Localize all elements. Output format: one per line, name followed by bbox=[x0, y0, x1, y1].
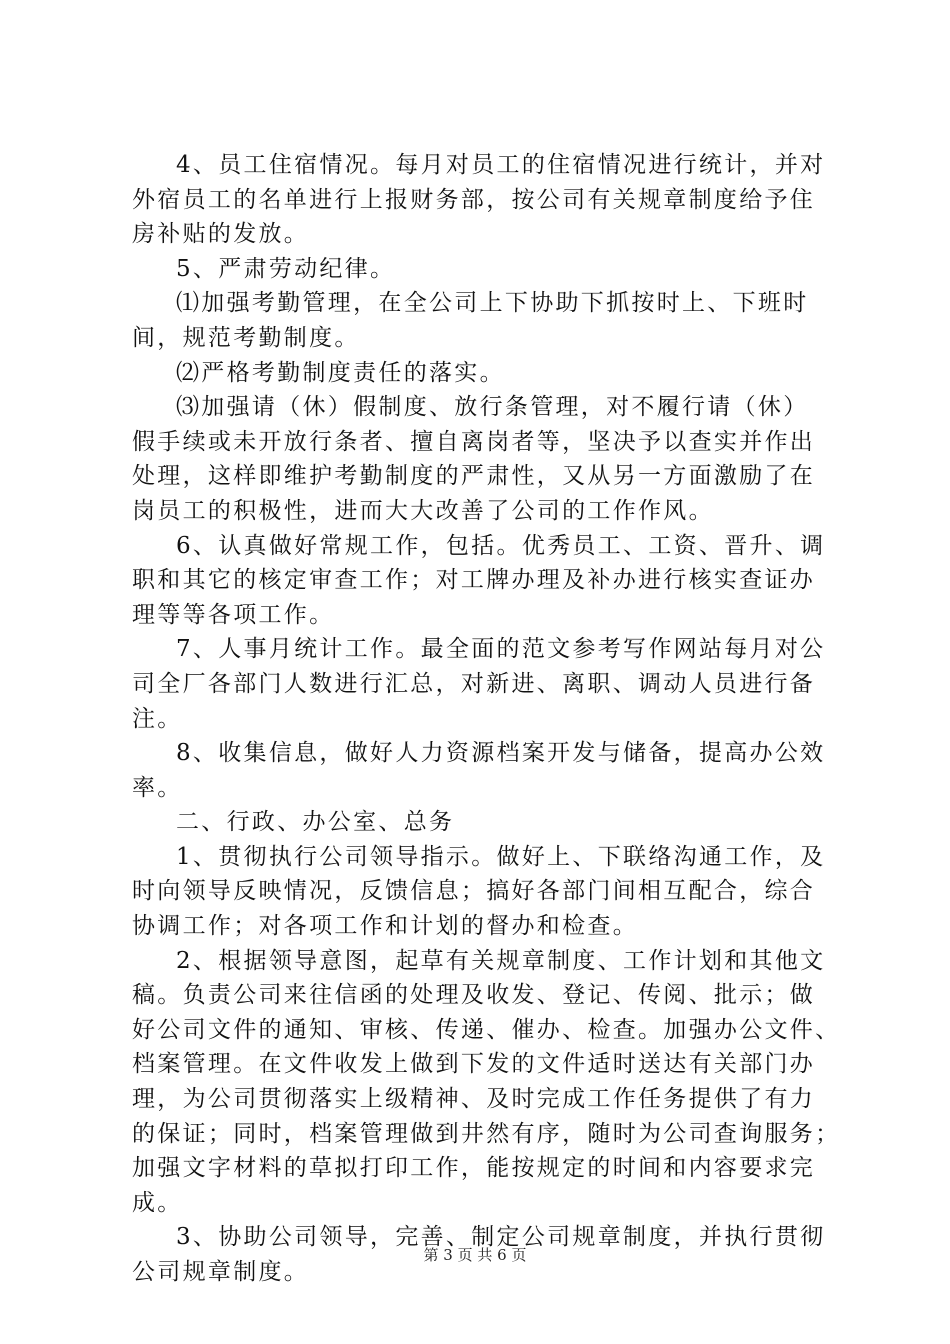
text-line: 处理，这样即维护考勤制度的严肃性，又从另一方面激励了在 bbox=[132, 463, 816, 490]
text-line: 的保证；同时，档案管理做到井然有序，随时为公司查询服务； bbox=[132, 1120, 841, 1147]
text-line: 稿。负责公司来往信函的处理及收发、登记、传阅、批示；做 bbox=[132, 982, 816, 1009]
text-line: 岗员工的积极性，进而大大改善了公司的工作作风。 bbox=[132, 497, 714, 524]
text-line: 假手续或未开放行条者、擅自离岗者等，坚决予以查实并作出 bbox=[132, 428, 816, 455]
text-line: 好公司文件的通知、审核、传递、催办、检查。加强办公文件、 bbox=[132, 1016, 841, 1043]
text-line: 房补贴的发放。 bbox=[132, 221, 310, 248]
text-line: 2、根据领导意图，起草有关规章制度、工作计划和其他文 bbox=[176, 947, 826, 974]
page-footer: 第 3 页 共 6 页 bbox=[423, 1246, 527, 1264]
text-line: 注。 bbox=[132, 705, 183, 732]
text-line: 加强文字材料的草拟打印工作，能按规定的时间和内容要求完 bbox=[132, 1155, 816, 1182]
text-line: 理等等各项工作。 bbox=[132, 601, 335, 628]
text-line: 时向领导反映情况，反馈信息；搞好各部门间相互配合，综合 bbox=[132, 878, 816, 905]
text-line: ⑵严格考勤制度责任的落实。 bbox=[176, 359, 505, 386]
text-line: 3、协助公司领导，完善、制定公司规章制度，并执行贯彻 bbox=[176, 1224, 826, 1251]
text-line: 8、收集信息，做好人力资源档案开发与储备，提高办公效 bbox=[176, 740, 826, 767]
text-line: ⑶加强请（休）假制度、放行条管理，对不履行请（休） bbox=[176, 394, 809, 421]
text-line: ⑴加强考勤管理，在全公司上下协助下抓按时上、下班时 bbox=[176, 290, 809, 317]
text-line: 公司规章制度。 bbox=[132, 1259, 310, 1285]
text-line: 1、贯彻执行公司领导指示。做好上、下联络沟通工作，及 bbox=[176, 843, 826, 870]
text-line: 理，为公司贯彻落实上级精神、及时完成工作任务提供了有力 bbox=[132, 1086, 816, 1113]
text-line: 6、认真做好常规工作，包括。优秀员工、工资、晋升、调 bbox=[176, 532, 826, 559]
text-line: 司全厂各部门人数进行汇总，对新进、离职、调动人员进行备 bbox=[132, 670, 816, 697]
text-line: 5、严肃劳动纪律。 bbox=[176, 255, 396, 282]
text-line: 档案管理。在文件收发上做到下发的文件适时送达有关部门办 bbox=[132, 1051, 816, 1078]
text-line: 间，规范考勤制度。 bbox=[132, 324, 360, 351]
text-line: 4、员工住宿情况。每月对员工的住宿情况进行统计，并对 bbox=[176, 152, 826, 178]
text-line: 职和其它的核定审查工作；对工牌办理及补办进行核实查证办 bbox=[132, 567, 816, 594]
text-line: 率。 bbox=[132, 774, 183, 801]
text-line: 外宿员工的名单进行上报财务部，按公司有关规章制度给予住 bbox=[132, 186, 816, 213]
text-line: 二、行政、办公室、总务 bbox=[176, 809, 455, 836]
text-line: 成。 bbox=[132, 1189, 183, 1216]
text-line: 7、人事月统计工作。最全面的范文参考写作网站每月对公 bbox=[176, 636, 826, 663]
document-body bbox=[132, 148, 842, 1290]
text-line: 协调工作；对各项工作和计划的督办和检查。 bbox=[132, 913, 638, 940]
